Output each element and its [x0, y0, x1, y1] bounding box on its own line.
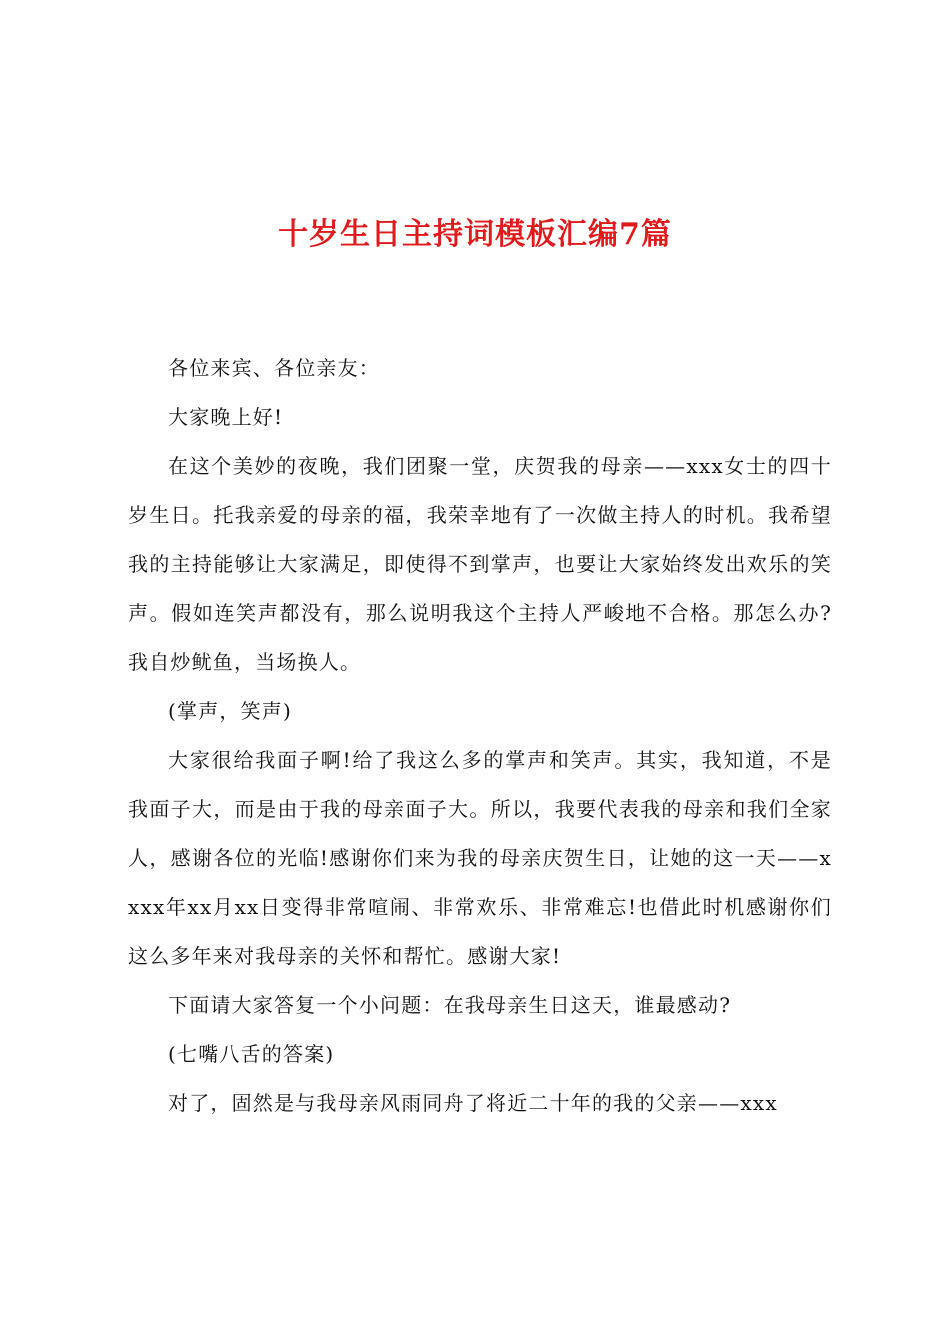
paragraph-father: 对了，固然是与我母亲风雨同舟了将近二十年的我的父亲——xxx	[168, 1091, 778, 1115]
paragraph-opening: 在这个美妙的夜晚，我们团聚一堂，庆贺我的母亲——xxx女士的四十岁生日。托我亲爱的母亲的福，我荣幸地有了一次做主持人的时机。我希望我的主持能够让大家满足，即使得不到掌声，也要让大家始终发出欢乐的笑声。假如连笑声都没有，那么说明我这个主持人严峻地不合格。那怎么办?我自炒鱿鱼，当场换人。	[128, 454, 832, 674]
document-title: 十岁生日主持词模板汇编7篇	[278, 217, 672, 252]
paragraph-answers-note: (七嘴八舌的答案)	[168, 1042, 335, 1066]
paragraph-thanks: 大家很给我面子啊!给了我这么多的掌声和笑声。其实，我知道，不是我面子大，而是由于我的母亲面子大。所以，我要代表我的母亲和我们全家人，感谢各位的光临!感谢你们来为我的母亲庆贺生日，让她的这一天——xxxx年xx月xx日变得非常喧闹、非常欢乐、非常难忘!也借此时机感谢你们这么多年来对我母亲的关怀和帮忙。感谢大家!	[128, 748, 832, 968]
paragraph-applause-note: (掌声，笑声)	[168, 699, 293, 723]
paragraph-good-evening: 大家晚上好!	[168, 405, 284, 429]
paragraph-greeting: 各位来宾、各位亲友：	[168, 356, 380, 380]
paragraph-question: 下面请大家答复一个小问题：在我母亲生日这天，谁最感动?	[168, 993, 732, 1017]
document-body	[128, 344, 832, 1128]
